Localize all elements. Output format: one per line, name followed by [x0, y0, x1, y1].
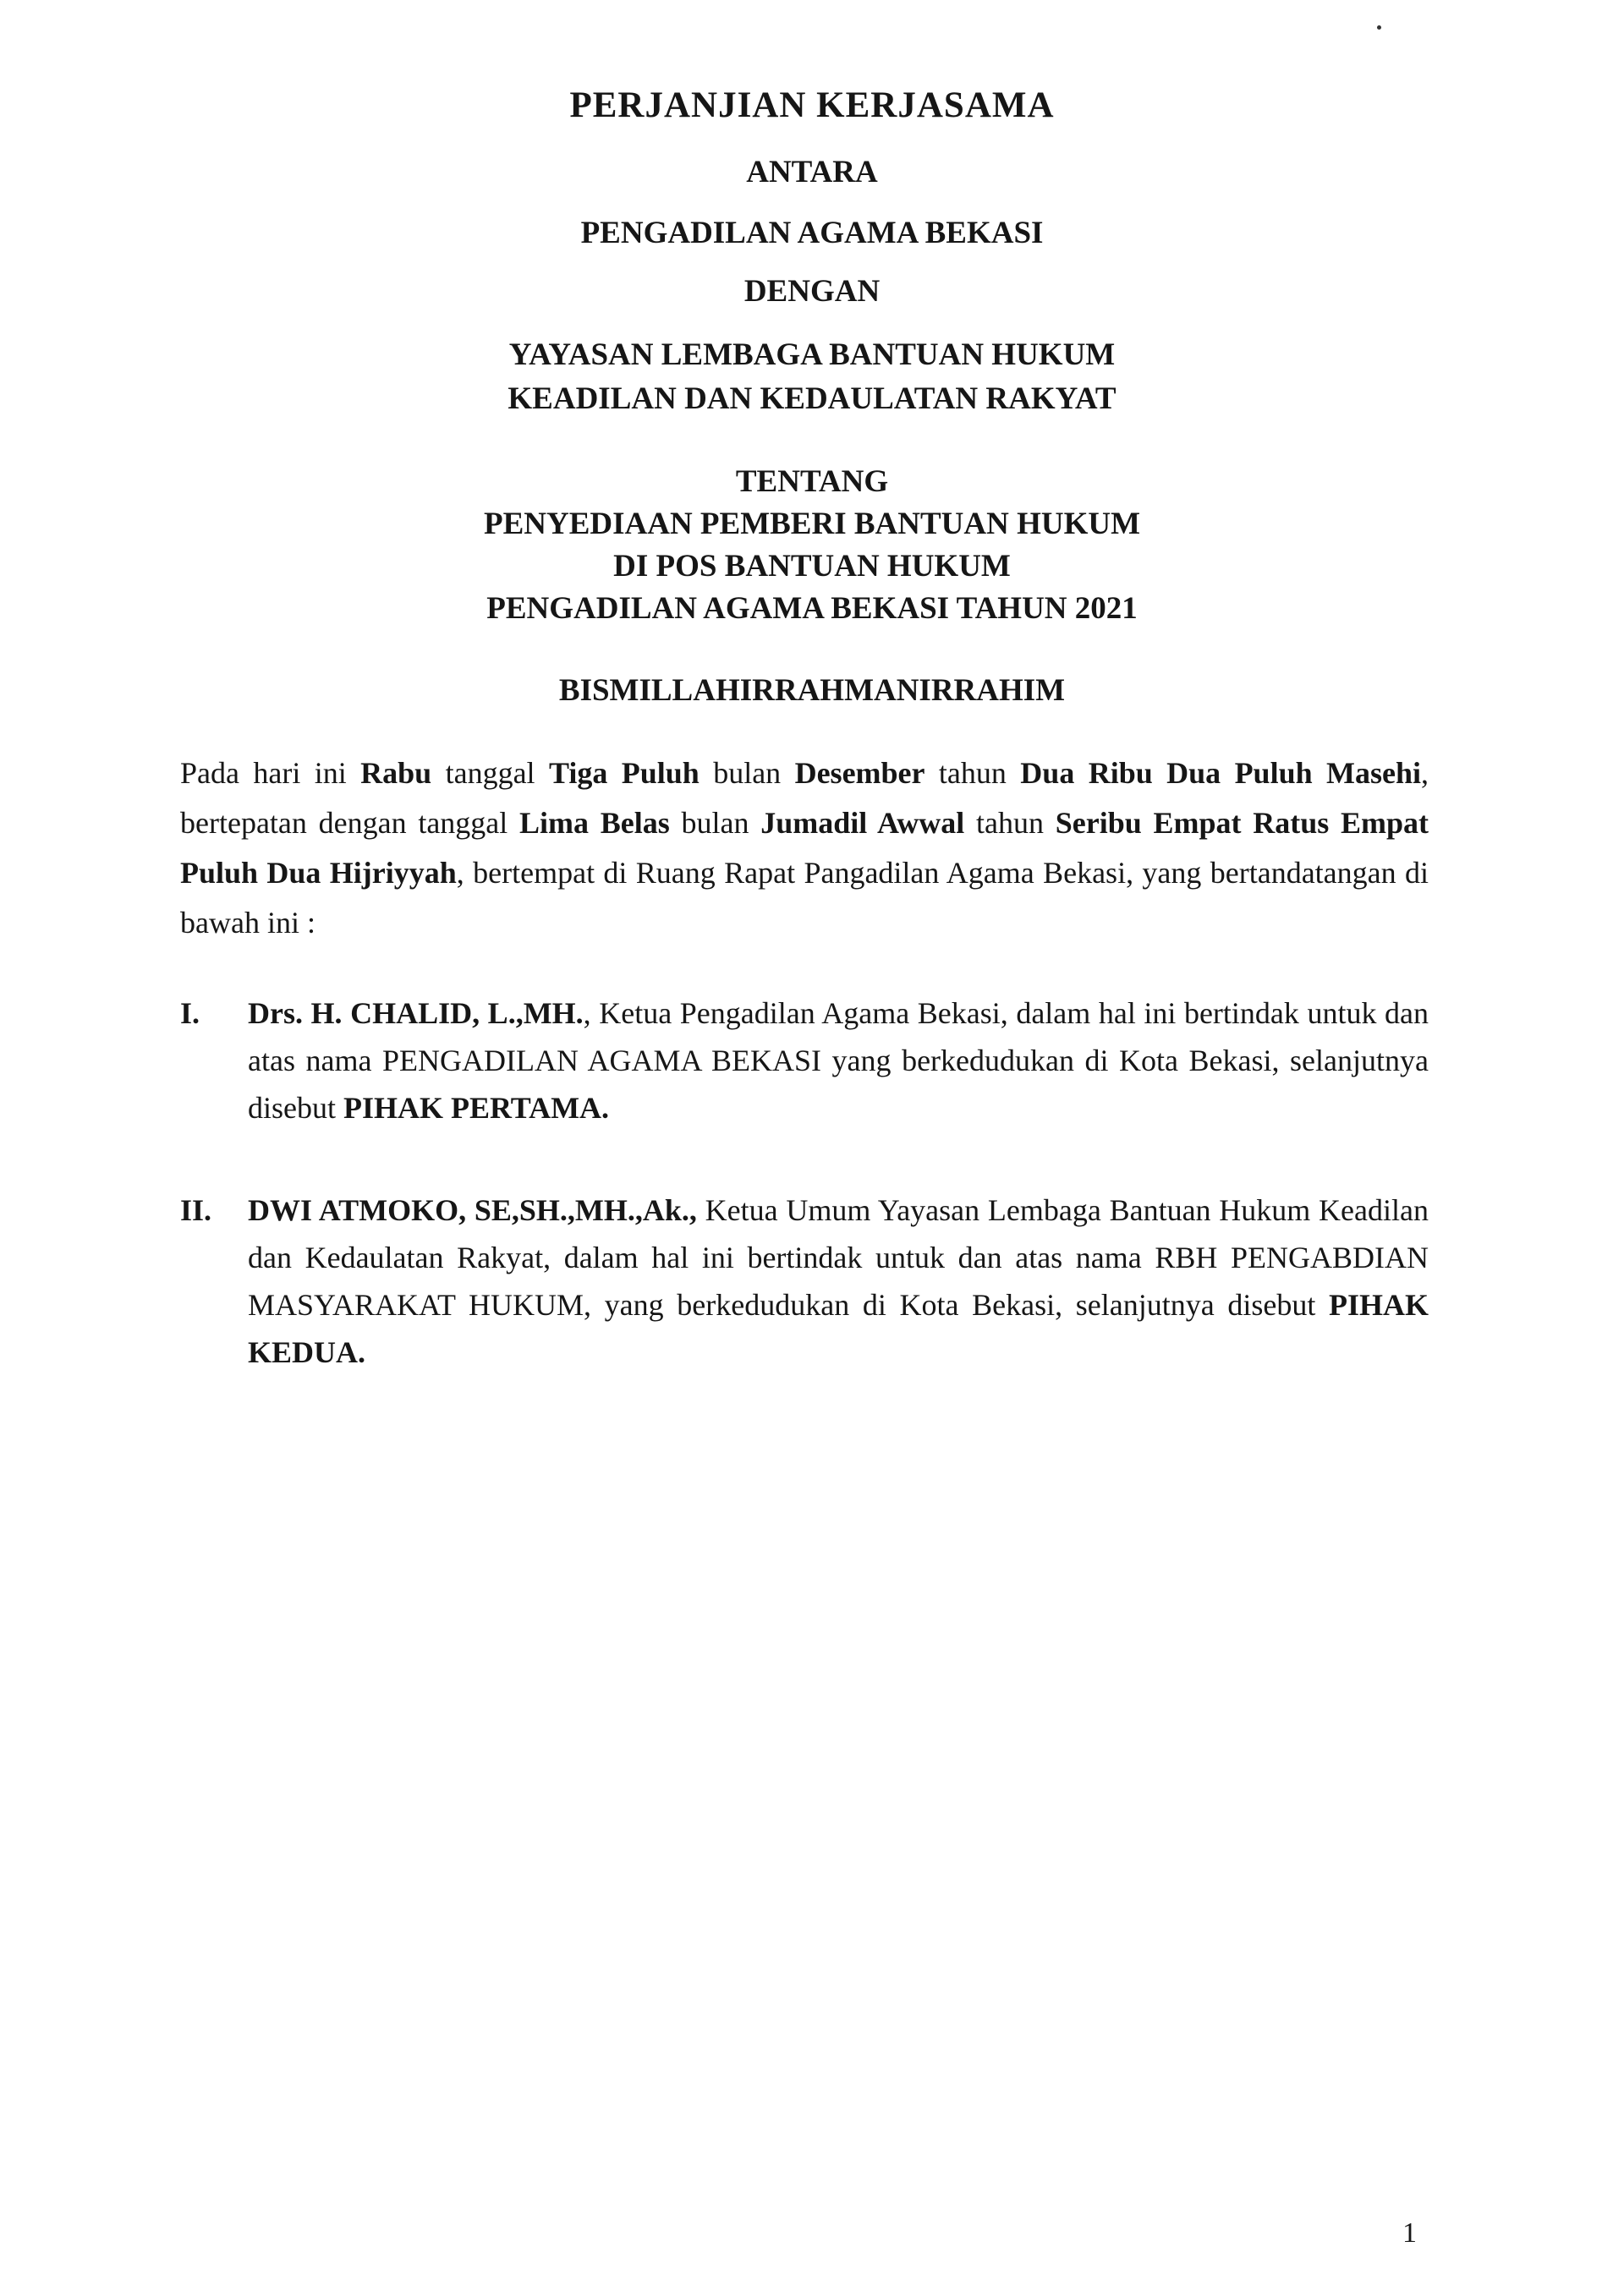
party-designation: PIHAK KEDUA. — [248, 1288, 1429, 1369]
intro-text: bulan — [669, 806, 761, 840]
party-text: , Ketua Pengadilan Agama Bekasi, dalam hal ini bertindak untuk dan atas nama PENGADILAN AGAMA BEKASI yang berkedudukan di Kota Bekasi, selanjutnya disebut — [248, 996, 1429, 1125]
party-name: Drs. H. CHALID, L.,MH. — [248, 996, 584, 1030]
party-one-heading: PENGADILAN AGAMA BEKASI — [580, 216, 1044, 250]
tentang-heading: TENTANG — [735, 464, 889, 499]
party-description — [248, 1186, 1429, 1376]
intro-text: Pada hari ini — [180, 756, 361, 790]
page-number: 1 — [1402, 2217, 1417, 2249]
intro-text: bulan — [699, 756, 795, 790]
intro-day: Rabu — [360, 756, 432, 790]
intro-date: Tiga Puluh — [548, 756, 700, 790]
intro-hijri-year: Seribu Empat Ratus Empat Puluh Dua Hijriyyah — [180, 806, 1429, 890]
subject-heading — [0, 461, 1624, 630]
party-two-heading-line2: KEADILAN DAN KEDAULATAN RAKYAT — [508, 381, 1116, 416]
subject-line1: PENYEDIAAN PEMBERI BANTUAN HUKUM — [484, 507, 1140, 541]
subject-line2: DI POS BANTUAN HUKUM — [613, 549, 1011, 584]
party-numeral: II. — [180, 1193, 212, 1227]
party-numeral: I. — [180, 996, 200, 1030]
intro-year: Dua Ribu Dua Puluh Masehi — [1020, 756, 1422, 790]
intro-hijri-date: Lima Belas — [519, 806, 670, 840]
party-name: DWI ATMOKO, SE,SH.,MH.,Ak., — [248, 1193, 697, 1227]
intro-hijri-month: Jumadil Awwal — [760, 806, 965, 840]
party-item-second — [180, 1186, 1429, 1376]
party-two-heading — [0, 333, 1624, 421]
party-description — [248, 989, 1429, 1132]
subject-line3: PENGADILAN AGAMA BEKASI TAHUN 2021 — [486, 591, 1138, 626]
dengan-heading: DENGAN — [743, 274, 881, 309]
basmalah-heading: BISMILLAHIRRAHMANIRRAHIM — [558, 673, 1066, 708]
intro-text: , bertempat di Ruang Rapat Pangadilan Agama Bekasi, yang bertandatangan di bawah ini : — [180, 856, 1429, 940]
party-text: Ketua Umum Yayasan Lembaga Bantuan Hukum Keadilan dan Kedaulatan Rakyat, dalam hal ini bertindak untuk dan atas nama RBH PENGABDIAN MASYARAKAT HUKUM, yang berkedudukan di Kota Bekasi, selanjutnya disebut — [248, 1193, 1429, 1322]
party-two-heading-line1: YAYASAN LEMBAGA BANTUAN HUKUM — [508, 337, 1116, 372]
document-title: PERJANJIAN KERJASAMA — [569, 85, 1055, 125]
intro-text: tanggal — [431, 756, 549, 790]
party-designation: PIHAK PERTAMA. — [343, 1091, 610, 1125]
intro-month: Desember — [794, 756, 925, 790]
intro-text: tahun — [924, 756, 1021, 790]
scan-speck — [1377, 25, 1381, 30]
intro-paragraph — [180, 748, 1429, 948]
party-item-first — [180, 989, 1429, 1132]
intro-text: , bertepatan dengan tanggal — [180, 756, 1429, 840]
intro-text: tahun — [964, 806, 1056, 840]
antara-heading: ANTARA — [746, 155, 878, 189]
